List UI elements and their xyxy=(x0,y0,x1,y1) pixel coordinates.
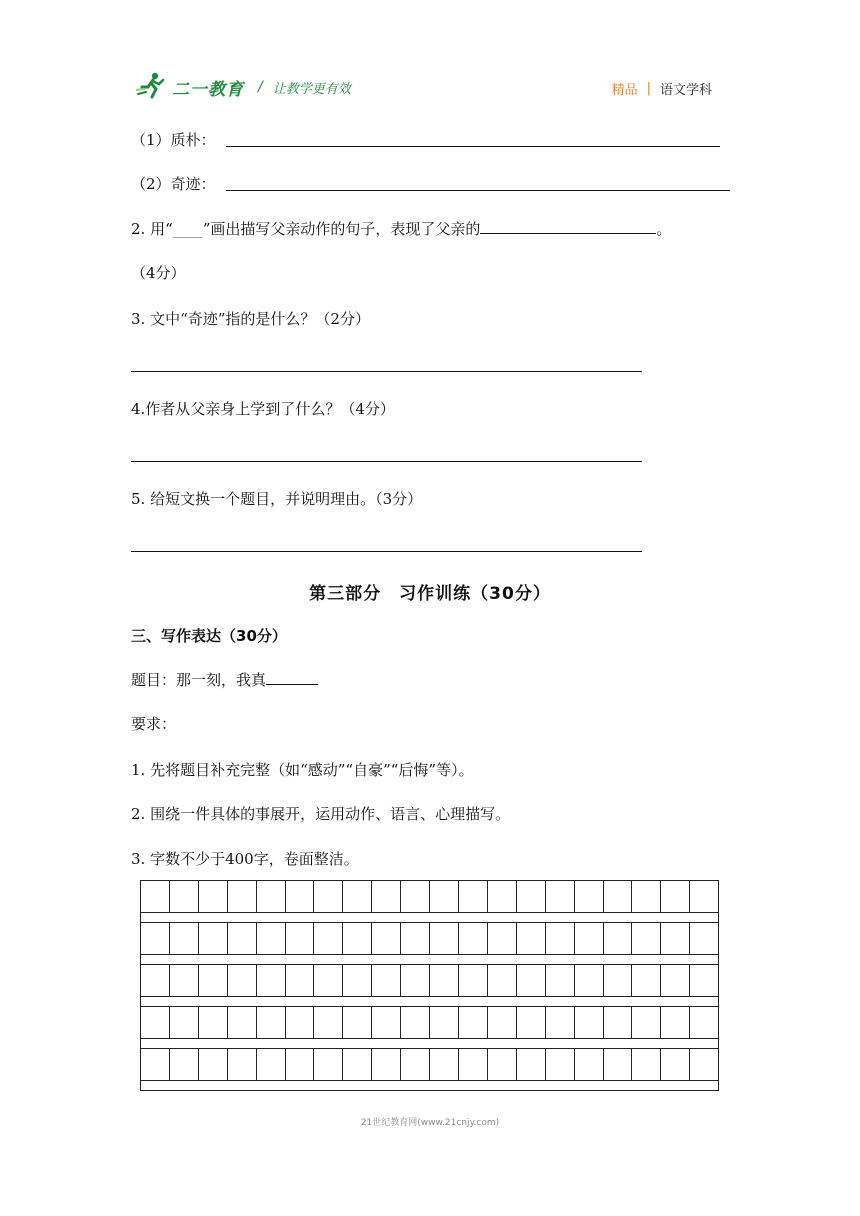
q1-2-answer-line[interactable] xyxy=(226,190,730,191)
grid-cell[interactable] xyxy=(429,923,458,954)
grid-cell[interactable] xyxy=(545,1049,574,1080)
grid-cell[interactable] xyxy=(169,965,198,996)
grid-cell[interactable] xyxy=(429,881,458,912)
grid-cell[interactable] xyxy=(256,923,285,954)
grid-cell[interactable] xyxy=(631,1007,660,1038)
q1-1-row xyxy=(131,130,216,150)
grid-cell[interactable] xyxy=(429,965,458,996)
grid-cell[interactable] xyxy=(631,1049,660,1080)
grid-cell[interactable] xyxy=(227,923,256,954)
grid-cell[interactable] xyxy=(313,881,342,912)
grid-cell[interactable] xyxy=(400,923,429,954)
header-logo xyxy=(136,70,351,104)
grid-cell[interactable] xyxy=(545,1007,574,1038)
grid-cell[interactable] xyxy=(371,881,400,912)
grid-cell[interactable] xyxy=(429,1049,458,1080)
q2-answer-blank[interactable] xyxy=(480,219,656,234)
grid-cell[interactable] xyxy=(313,1049,342,1080)
grid-cell[interactable] xyxy=(603,965,632,996)
footer-text: 21世纪教育网(www.21cnjy.com) xyxy=(360,1118,500,1128)
grid-cell[interactable] xyxy=(198,923,227,954)
grid-row-gap xyxy=(140,954,719,964)
q2-score: （4分） xyxy=(131,264,186,282)
grid-cell[interactable] xyxy=(516,965,545,996)
grid-cell[interactable] xyxy=(487,1049,516,1080)
grid-cell[interactable] xyxy=(227,1007,256,1038)
grid-cell[interactable] xyxy=(313,1007,342,1038)
logo-text: 二一教育 xyxy=(172,79,244,100)
grid-row[interactable] xyxy=(140,1006,719,1038)
grid-cell[interactable] xyxy=(574,1007,603,1038)
grid-cell[interactable] xyxy=(574,965,603,996)
grid-cell[interactable] xyxy=(660,1049,689,1080)
grid-cell[interactable] xyxy=(371,923,400,954)
grid-cell[interactable] xyxy=(458,1049,487,1080)
header-divider: | xyxy=(646,81,651,96)
grid-cell[interactable] xyxy=(169,881,198,912)
grid-cell[interactable] xyxy=(603,1049,632,1080)
quality-label: 精品 xyxy=(611,83,638,98)
section-title: 三、写作表达（30分） xyxy=(131,627,287,645)
grid-cell[interactable] xyxy=(371,1049,400,1080)
grid-cell[interactable] xyxy=(487,881,516,912)
part-three-title: 第三部分 习作训练（30分） xyxy=(309,584,551,604)
grid-row-gap xyxy=(140,1080,719,1090)
grid-cell[interactable] xyxy=(458,965,487,996)
grid-cell[interactable] xyxy=(198,881,227,912)
grid-cell[interactable] xyxy=(487,1007,516,1038)
grid-cell[interactable] xyxy=(285,965,314,996)
composition-grid[interactable] xyxy=(140,880,719,1091)
grid-cell[interactable] xyxy=(458,881,487,912)
q2-middle: ”画出描写父亲动作的句子，表现了父亲的 xyxy=(202,220,481,238)
grid-cell[interactable] xyxy=(631,923,660,954)
q4-answer-line[interactable] xyxy=(131,461,642,462)
grid-cell[interactable] xyxy=(603,1007,632,1038)
grid-cell[interactable] xyxy=(603,881,632,912)
grid-cell[interactable] xyxy=(689,923,718,954)
grid-cell[interactable] xyxy=(371,965,400,996)
grid-cell[interactable] xyxy=(516,1007,545,1038)
requirement-2: 2. 围绕一件具体的事展开，运用动作、语言、心理描写。 xyxy=(131,805,511,823)
grid-cell[interactable] xyxy=(256,965,285,996)
q5-answer-line[interactable] xyxy=(131,551,642,552)
grid-cell[interactable] xyxy=(169,1007,198,1038)
topic-blank[interactable] xyxy=(266,670,318,685)
grid-row[interactable] xyxy=(140,880,719,912)
q5-text: 5. 给短文换一个题目，并说明理由。（3分） xyxy=(131,490,423,508)
grid-cell[interactable] xyxy=(371,1007,400,1038)
grid-cell[interactable] xyxy=(198,1007,227,1038)
grid-cell[interactable] xyxy=(141,881,169,912)
grid-cell[interactable] xyxy=(689,1049,718,1080)
header-right xyxy=(612,79,712,98)
grid-cell[interactable] xyxy=(285,1007,314,1038)
grid-cell[interactable] xyxy=(400,881,429,912)
q3-text: 3. 文中“奇迹”指的是什么？（2分） xyxy=(131,310,370,328)
grid-row-gap xyxy=(140,912,719,922)
topic-row xyxy=(131,670,318,690)
grid-cell[interactable] xyxy=(141,965,169,996)
grid-cell[interactable] xyxy=(342,923,371,954)
requirements-label: 要求： xyxy=(131,715,177,733)
grid-cell[interactable] xyxy=(458,923,487,954)
q1-2-label: （2）奇迹： xyxy=(131,175,216,193)
grid-cell[interactable] xyxy=(141,1007,169,1038)
grid-cell[interactable] xyxy=(227,881,256,912)
grid-cell[interactable] xyxy=(574,1049,603,1080)
grid-cell[interactable] xyxy=(256,1007,285,1038)
q1-1-label: （1）质朴： xyxy=(131,131,216,149)
grid-cell[interactable] xyxy=(631,881,660,912)
grid-row[interactable] xyxy=(140,922,719,954)
grid-cell[interactable] xyxy=(342,1007,371,1038)
q1-2-row xyxy=(131,174,216,194)
q1-1-answer-line[interactable] xyxy=(226,146,720,147)
grid-cell[interactable] xyxy=(487,965,516,996)
grid-cell[interactable] xyxy=(342,1049,371,1080)
q3-answer-line[interactable] xyxy=(131,371,642,372)
grid-cell[interactable] xyxy=(689,881,718,912)
grid-cell[interactable] xyxy=(660,923,689,954)
grid-cell[interactable] xyxy=(313,923,342,954)
grid-cell[interactable] xyxy=(660,881,689,912)
grid-cell[interactable] xyxy=(285,923,314,954)
grid-cell[interactable] xyxy=(342,881,371,912)
grid-cell[interactable] xyxy=(487,923,516,954)
grid-cell[interactable] xyxy=(256,881,285,912)
grid-row[interactable] xyxy=(140,1048,719,1080)
grid-cell[interactable] xyxy=(227,1049,256,1080)
running-man-logo-icon xyxy=(136,70,166,104)
grid-cell[interactable] xyxy=(313,965,342,996)
grid-cell[interactable] xyxy=(285,1049,314,1080)
grid-cell[interactable] xyxy=(574,881,603,912)
q2-mark: ____ xyxy=(172,220,203,238)
grid-cell[interactable] xyxy=(141,1049,169,1080)
grid-cell[interactable] xyxy=(400,1049,429,1080)
grid-cell[interactable] xyxy=(516,923,545,954)
requirement-3: 3. 字数不少于400字，卷面整洁。 xyxy=(131,850,359,868)
grid-cell[interactable] xyxy=(689,1007,718,1038)
grid-cell[interactable] xyxy=(574,923,603,954)
requirement-1: 1. 先将题目补充完整（如“感动”“自豪”“后悔”等）。 xyxy=(131,761,474,779)
grid-cell[interactable] xyxy=(141,923,169,954)
grid-cell[interactable] xyxy=(342,965,371,996)
subject-label: 语文学科 xyxy=(659,83,712,98)
grid-cell[interactable] xyxy=(198,1049,227,1080)
logo-divider: / xyxy=(258,79,263,95)
grid-cell[interactable] xyxy=(285,881,314,912)
grid-cell[interactable] xyxy=(227,965,256,996)
grid-cell[interactable] xyxy=(169,923,198,954)
grid-row[interactable] xyxy=(140,964,719,996)
slogan: 让教学更有效 xyxy=(272,81,351,97)
grid-cell[interactable] xyxy=(198,965,227,996)
grid-cell[interactable] xyxy=(545,881,574,912)
grid-cell[interactable] xyxy=(689,965,718,996)
grid-cell[interactable] xyxy=(631,965,660,996)
grid-cell[interactable] xyxy=(256,1049,285,1080)
grid-cell[interactable] xyxy=(660,965,689,996)
grid-cell[interactable] xyxy=(660,1007,689,1038)
q2-prefix: 2. 用“ xyxy=(131,220,173,238)
grid-cell[interactable] xyxy=(400,1007,429,1038)
grid-cell[interactable] xyxy=(516,1049,545,1080)
grid-cell[interactable] xyxy=(169,1049,198,1080)
grid-row-gap xyxy=(140,1038,719,1048)
q2-row xyxy=(131,219,671,239)
topic-prefix: 题目：那一刻，我真 xyxy=(131,671,267,689)
q4-text: 4.作者从父亲身上学到了什么？（4分） xyxy=(131,400,395,418)
grid-cell[interactable] xyxy=(603,923,632,954)
grid-cell[interactable] xyxy=(545,923,574,954)
grid-bottom-border xyxy=(140,1090,719,1091)
q2-end: 。 xyxy=(656,220,672,238)
grid-cell[interactable] xyxy=(400,965,429,996)
grid-cell[interactable] xyxy=(545,965,574,996)
grid-cell[interactable] xyxy=(458,1007,487,1038)
grid-cell[interactable] xyxy=(429,1007,458,1038)
grid-cell[interactable] xyxy=(516,881,545,912)
grid-row-gap xyxy=(140,996,719,1006)
